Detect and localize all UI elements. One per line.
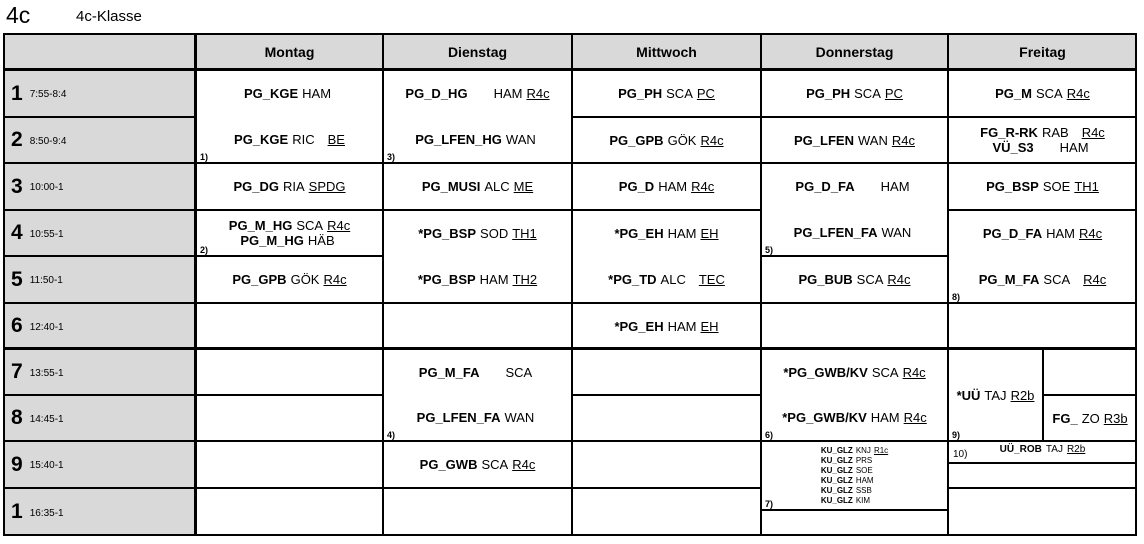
subject-code: PG_PH xyxy=(618,86,663,101)
teacher-code: SCA xyxy=(481,457,509,472)
lesson-entry xyxy=(957,388,1035,403)
lesson-entry xyxy=(995,86,1090,101)
day-header-mittwoch: Mittwoch xyxy=(572,33,761,70)
lesson-entry xyxy=(783,365,925,380)
room-code: R4c xyxy=(903,410,927,425)
subject-code: PG_M_HG xyxy=(228,218,293,233)
lesson-entry xyxy=(233,179,345,194)
subject-code: PG_M_HG xyxy=(240,233,304,248)
room-code: R4c xyxy=(1066,86,1090,101)
lesson-entry xyxy=(782,410,927,425)
lesson-entry xyxy=(821,446,888,456)
empty-slot xyxy=(196,488,383,536)
teacher-code: WAN xyxy=(505,131,536,147)
empty-slot xyxy=(196,303,383,349)
lesson-cell[interactable] xyxy=(572,117,761,163)
room-code: TH2 xyxy=(512,271,538,287)
empty-slot xyxy=(572,488,761,536)
lesson-cell[interactable] xyxy=(761,70,948,117)
lesson-entry xyxy=(821,486,875,496)
period-label-cell xyxy=(3,349,196,395)
footnote-marker: 5) xyxy=(765,245,774,255)
period-label-cell xyxy=(3,70,196,117)
period-time: 10:00-1 xyxy=(29,182,64,193)
subject-code: PG_M_FA xyxy=(418,365,480,380)
lesson-cell[interactable] xyxy=(572,163,761,210)
lesson-entry xyxy=(240,233,338,248)
subject-code: KU_GLZ xyxy=(820,455,853,465)
room-code: TH1 xyxy=(512,226,537,242)
lesson-entry xyxy=(618,86,715,101)
subject-code: PG_KGE xyxy=(234,131,289,147)
subject-code: *UÜ xyxy=(956,387,981,403)
lesson-entry xyxy=(614,319,718,334)
lesson-entry xyxy=(794,225,916,240)
period-time: 15:40-1 xyxy=(29,460,64,471)
lesson-entry xyxy=(244,86,335,101)
empty-slot xyxy=(383,303,572,349)
subject-code: PG_LFEN_FA xyxy=(793,224,878,240)
period-number: 5 xyxy=(11,267,23,291)
lesson-entry xyxy=(979,272,1107,287)
empty-slot xyxy=(196,395,383,441)
day-header-dienstag: Dienstag xyxy=(383,33,572,70)
lesson-entry xyxy=(422,179,533,194)
room-code: R4c xyxy=(691,179,715,194)
subject-code: PG_LFEN xyxy=(794,132,854,148)
subject-code: KU_GLZ xyxy=(820,445,853,455)
room-code: R3b xyxy=(1103,410,1128,426)
teacher-code: RIC xyxy=(292,131,315,147)
period-label-cell xyxy=(3,163,196,210)
lesson-cell[interactable] xyxy=(761,117,948,163)
teacher-code: HAM xyxy=(880,179,910,195)
teacher-code: SCA xyxy=(1035,86,1063,101)
lesson-cell[interactable] xyxy=(761,349,948,441)
teacher-code: SCA xyxy=(666,86,693,101)
lesson-entry xyxy=(609,133,723,148)
subject-code: *PG_TD xyxy=(608,271,657,287)
subject-code: *PG_EH xyxy=(614,318,664,334)
lesson-cell[interactable] xyxy=(572,70,761,117)
lesson-entry xyxy=(619,179,714,194)
subject-code: FG_R-RK xyxy=(980,125,1038,140)
empty-slot xyxy=(948,463,1137,488)
class-code: 4c xyxy=(6,2,31,28)
period-number: 4 xyxy=(11,221,23,244)
subject-code: PG_GWB xyxy=(419,457,478,472)
lesson-entry xyxy=(419,365,536,380)
lesson-entry xyxy=(798,272,910,287)
lesson-entry xyxy=(614,226,718,241)
period-label-cell xyxy=(3,303,196,349)
period-time: 12:40-1 xyxy=(29,321,64,333)
subject-code: PG_D_FA xyxy=(982,226,1043,242)
lesson-cell[interactable] xyxy=(383,163,572,210)
subject-code: FG_ xyxy=(1052,410,1078,426)
lesson-cell[interactable] xyxy=(948,349,1043,441)
empty-slot xyxy=(196,441,383,488)
lesson-entry xyxy=(232,272,346,287)
subject-code: *PG_GWB/KV xyxy=(783,365,868,380)
lesson-cell[interactable] xyxy=(948,210,1137,303)
period-time: 10:55-1 xyxy=(29,228,64,240)
subject-code: *PG_BSP xyxy=(417,271,476,287)
subject-code: KU_GLZ xyxy=(820,465,853,475)
empty-slot xyxy=(948,303,1137,349)
teacher-code: HAM xyxy=(658,179,688,194)
subject-code: KU_GLZ xyxy=(820,485,853,495)
lesson-cell[interactable] xyxy=(383,441,572,488)
subject-code: KU_GLZ xyxy=(820,495,853,505)
lesson-entry xyxy=(806,86,903,101)
teacher-code: HAM xyxy=(667,318,697,334)
period-time: 13:55-1 xyxy=(29,367,64,379)
teacher-code: WAN xyxy=(881,224,912,240)
page-title: 4c-Klasse xyxy=(76,8,142,25)
lesson-cell[interactable] xyxy=(948,70,1137,117)
teacher-code: RAB xyxy=(1041,125,1069,140)
room-code: R4c xyxy=(902,365,926,380)
teacher-code: HAM xyxy=(667,226,697,242)
lesson-cell[interactable] xyxy=(572,303,761,349)
room-code: ME xyxy=(513,179,534,194)
empty-slot xyxy=(761,510,948,536)
teacher-code: ZO xyxy=(1081,410,1100,426)
lesson-entry xyxy=(821,476,877,486)
room-code: EH xyxy=(700,318,719,334)
teacher-code: KNJ xyxy=(855,445,871,455)
time-column-header xyxy=(3,33,196,70)
lesson-entry xyxy=(821,496,873,506)
empty-slot xyxy=(572,441,761,488)
lesson-cell[interactable] xyxy=(196,70,383,163)
subject-code: KU_GLZ xyxy=(820,475,853,485)
teacher-code: HAM xyxy=(302,86,332,102)
lesson-cell[interactable] xyxy=(383,70,572,163)
room-code: R4c xyxy=(526,86,550,102)
period-number: 1 xyxy=(11,81,23,105)
lesson-entry xyxy=(795,179,913,194)
lesson-cell[interactable] xyxy=(761,256,948,303)
teacher-code: SOE xyxy=(855,465,873,475)
room-code: BE xyxy=(327,131,345,147)
room-code: R4c xyxy=(887,272,911,287)
period-number: 2 xyxy=(11,128,23,151)
teacher-code: SSB xyxy=(855,485,872,495)
period-label-cell xyxy=(3,210,196,256)
subject-code: PG_M xyxy=(995,86,1032,101)
period-label-cell xyxy=(3,441,196,488)
lesson-cell[interactable] xyxy=(196,210,383,256)
empty-slot xyxy=(1043,349,1137,395)
footnote-marker: 6) xyxy=(765,430,774,440)
room-code: R4c xyxy=(512,457,536,472)
subject-code: PG_D xyxy=(618,179,655,194)
day-header-donnerstag: Donnerstag xyxy=(761,33,948,70)
room-code: EH xyxy=(700,226,719,242)
lesson-entry xyxy=(794,133,915,148)
teacher-code: RIA xyxy=(283,179,305,194)
room-code: R4c xyxy=(327,218,351,233)
room-code: R4c xyxy=(1081,125,1105,140)
day-header-montag: Montag xyxy=(196,33,383,70)
empty-slot xyxy=(572,349,761,395)
lesson-stack xyxy=(821,446,888,506)
subject-code: PG_PH xyxy=(806,86,851,101)
subject-code: *PG_BSP xyxy=(418,226,477,242)
period-label-cell xyxy=(3,488,196,536)
lesson-cell[interactable] xyxy=(948,441,1137,463)
period-number: 6 xyxy=(11,314,23,337)
day-header-freitag: Freitag xyxy=(948,33,1137,70)
period-number: 7 xyxy=(11,360,23,383)
subject-code: *PG_GWB/KV xyxy=(782,410,867,425)
lesson-entry xyxy=(405,86,549,101)
room-code: R4c xyxy=(1079,226,1103,242)
lesson-cell[interactable] xyxy=(948,163,1137,210)
room-code: R4c xyxy=(323,272,347,287)
room-code: R2b xyxy=(1066,444,1086,455)
teacher-code: SOD xyxy=(480,226,509,242)
lesson-entry xyxy=(821,466,876,476)
teacher-code: HAM xyxy=(1059,140,1089,155)
teacher-code: KIM xyxy=(855,495,871,505)
empty-slot xyxy=(572,395,761,441)
period-time: 16:35-1 xyxy=(29,507,64,519)
footnote-marker: 2) xyxy=(200,245,209,255)
period-label-cell xyxy=(3,256,196,303)
lesson-entry xyxy=(821,456,875,466)
period-number: 1 xyxy=(11,500,23,523)
subject-code: PG_D_FA xyxy=(795,179,855,195)
teacher-code: HAM xyxy=(870,410,900,425)
lesson-entry xyxy=(418,226,537,241)
teacher-code: SCA xyxy=(505,365,533,380)
teacher-code: SCA xyxy=(296,218,324,233)
teacher-code: GÖK xyxy=(290,272,320,287)
teacher-code: SCA xyxy=(871,365,899,380)
subject-code: *PG_EH xyxy=(614,226,664,242)
period-label-cell xyxy=(3,117,196,163)
footnote-marker: 7) xyxy=(765,499,774,509)
lesson-entry xyxy=(986,179,1099,194)
lesson-entry xyxy=(1000,444,1086,456)
teacher-code: HAM xyxy=(479,271,509,287)
period-time: 14:45-1 xyxy=(29,413,64,425)
room-code: PC xyxy=(696,86,715,101)
teacher-code: SCA xyxy=(1043,271,1071,287)
teacher-code: HAM xyxy=(1046,226,1075,242)
empty-slot xyxy=(196,349,383,395)
subject-code: PG_LFEN_FA xyxy=(416,410,501,425)
teacher-code: SCA xyxy=(856,272,884,287)
period-number: 8 xyxy=(11,406,23,429)
lesson-cell[interactable] xyxy=(1043,395,1137,441)
teacher-code: TAJ xyxy=(1045,444,1063,455)
subject-code: PG_GPB xyxy=(232,272,287,287)
teacher-code: HAM xyxy=(493,86,523,102)
subject-code: PG_DG xyxy=(233,179,279,194)
footnote-marker: 9) xyxy=(952,430,961,440)
lesson-cell[interactable] xyxy=(572,210,761,303)
footnote-marker: 8) xyxy=(952,292,961,302)
subject-code: PG_M_FA xyxy=(978,271,1040,287)
lesson-cell[interactable] xyxy=(383,210,572,303)
teacher-code: PRS xyxy=(855,455,873,465)
subject-code: PG_D_HG xyxy=(405,86,468,102)
teacher-code: HÄB xyxy=(307,233,335,248)
empty-slot xyxy=(761,303,948,349)
lesson-entry xyxy=(417,410,539,425)
empty-slot xyxy=(383,488,572,536)
period-time: 11:50-1 xyxy=(29,275,63,286)
lesson-entry xyxy=(992,140,1092,155)
footnote-marker: 4) xyxy=(387,430,396,440)
teacher-code: WAN xyxy=(857,132,888,148)
room-code: R1c xyxy=(873,445,889,455)
lesson-entry xyxy=(418,272,537,287)
period-time: 7:55-8:4 xyxy=(29,89,67,100)
subject-code: PG_BUB xyxy=(798,272,853,287)
teacher-code: GÖK xyxy=(667,132,697,148)
lesson-cell[interactable] xyxy=(761,163,948,256)
period-label-cell xyxy=(3,395,196,441)
teacher-code: WAN xyxy=(504,410,535,425)
room-code: R4c xyxy=(1083,271,1107,287)
teacher-code: TAJ xyxy=(984,387,1007,403)
footnote-marker: 3) xyxy=(387,152,396,162)
lesson-entry xyxy=(229,218,350,233)
teacher-code: HAM xyxy=(855,475,874,485)
lesson-entry xyxy=(234,132,345,147)
teacher-code: SOE xyxy=(1042,179,1071,194)
subject-code: UÜ_ROB xyxy=(999,444,1042,455)
lesson-entry xyxy=(980,125,1105,140)
period-number: 3 xyxy=(11,174,23,198)
lesson-entry xyxy=(1052,411,1127,426)
teacher-code: SCA xyxy=(854,86,881,101)
teacher-code: ALC xyxy=(660,271,686,287)
room-code: PC xyxy=(884,86,903,101)
room-code: R4c xyxy=(891,132,915,148)
lesson-entry xyxy=(415,132,540,147)
subject-code: PG_GPB xyxy=(609,132,664,148)
room-code: R4c xyxy=(700,132,724,148)
subject-code: VÜ_S3 xyxy=(992,140,1034,155)
subject-code: PG_KGE xyxy=(243,86,299,102)
lesson-cell[interactable] xyxy=(383,349,572,441)
lesson-cell[interactable] xyxy=(196,256,383,303)
room-code: R2b xyxy=(1010,387,1035,403)
room-code: TEC xyxy=(698,271,725,287)
lesson-entry xyxy=(420,457,536,472)
teacher-code: ALC xyxy=(484,179,510,194)
lesson-cell[interactable] xyxy=(196,163,383,210)
lesson-cell[interactable] xyxy=(761,441,948,510)
lesson-cell[interactable] xyxy=(948,117,1137,163)
subject-code: PG_MUSI xyxy=(421,179,481,194)
subject-code: PG_BSP xyxy=(986,179,1039,194)
subject-code: PG_LFEN_HG xyxy=(415,131,502,147)
lesson-entry xyxy=(983,226,1102,241)
empty-slot xyxy=(948,488,1137,536)
footnote-marker: 1) xyxy=(200,152,209,162)
lesson-entry xyxy=(608,272,725,287)
period-number: 9 xyxy=(11,452,23,476)
footnote-marker: 10) xyxy=(953,449,968,460)
room-code: TH1 xyxy=(1074,179,1099,194)
period-time: 8:50-9:4 xyxy=(29,135,67,147)
room-code: SPDG xyxy=(308,179,346,194)
